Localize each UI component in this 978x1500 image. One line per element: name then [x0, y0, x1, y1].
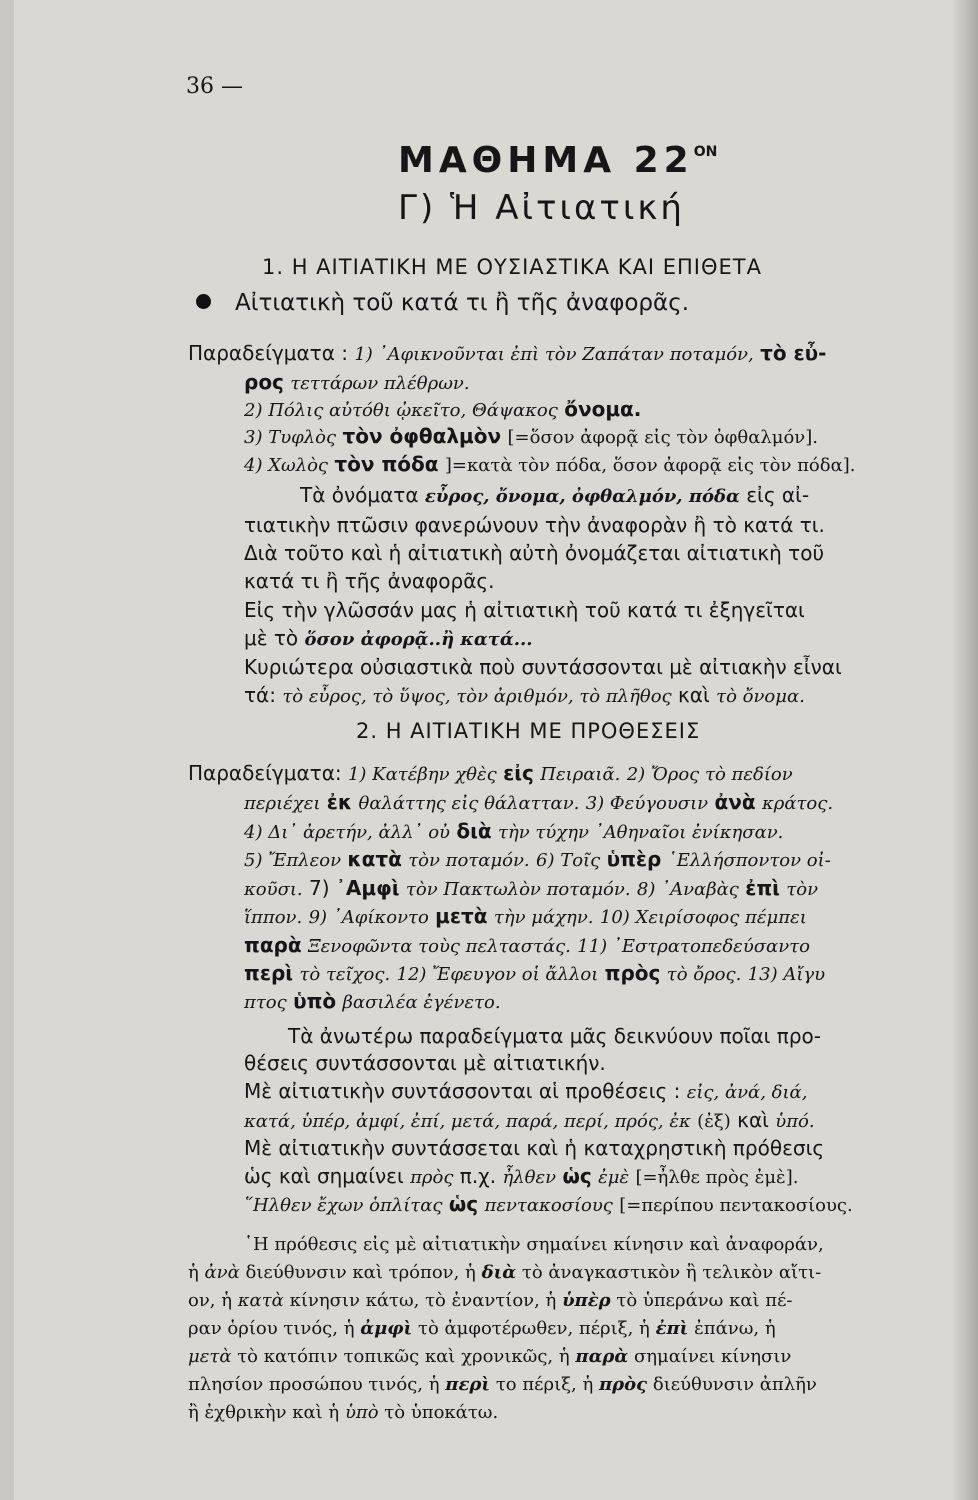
example-text: ῾Ελλήσποντον οἰ- [667, 850, 831, 871]
bullet-text: Αἰτιατικὴ τοῦ κατά τι ἢ τῆς ἀναφορᾶς. [235, 290, 690, 316]
lesson-title [398, 130, 717, 183]
s2-example-line [244, 903, 807, 931]
example-text: 13) Αἴγυ [747, 964, 826, 985]
example-text: εἰς, ἀνά, διά, [686, 1082, 808, 1103]
preposition-highlight: ἐκ [326, 790, 353, 814]
example-text: εὖρος, ὄνομα, ὀφθαλμόν, πόδα [424, 486, 740, 507]
section-1-heading: 1. Η ΑΙΤΙΑΤΙΚΗ ΜΕ ΟΥΣΙΑΣΤΙΚΑ ΚΑΙ ΕΠΙΘΕΤΑ [262, 255, 762, 279]
example-text: ἐμὲ [598, 1167, 630, 1188]
body-text: διεύθυνσιν καὶ τρόπον, ἡ [245, 1262, 476, 1283]
example-text: ὑπό. [775, 1111, 815, 1132]
example-text: ἀμφὶ [360, 1318, 413, 1339]
preposition-highlight: ὑπὸ [293, 989, 337, 1013]
s2-text-line: Τὰ ἀνωτέρω παραδείγματα μᾶς δεικνύουν ποῖαι προ- [288, 1024, 821, 1048]
example-text: περιέχει [244, 793, 321, 814]
example-text: βασιλέα ἐγένετο. [342, 992, 501, 1013]
example-text: τὸν ποταμόν. [408, 850, 530, 871]
s1-example-line [188, 340, 826, 368]
example-text: τὸ ὄνομα. [716, 686, 805, 707]
example-text: 11) ᾿Εστρατοπεδεύσαντο [577, 936, 810, 957]
example-text: περὶ [445, 1374, 491, 1395]
lesson-title-text: ΜΑΘΗΜΑ 22 [398, 140, 694, 181]
example-text: 1) ᾿Αφικνοῦνται ἐπὶ τὸν Ζαπάταν ποταμόν, [354, 344, 754, 365]
s2-example-line [244, 960, 825, 988]
s3-text-line [188, 1400, 498, 1426]
example-text: ἵππον. [244, 907, 303, 928]
example-text: τεττάρων πλέθρων. [290, 373, 470, 394]
body-text: Τὰ ὀνόματα [300, 483, 419, 507]
body-text: ραν ὁρίου τινός, ἡ [188, 1318, 355, 1339]
s2-example-line [244, 789, 833, 817]
lesson-title-superscript: ΟΝ [693, 144, 718, 160]
example-text: 4) Χωλὸς [244, 455, 329, 476]
body-text: εἰς αἰ- [746, 483, 810, 507]
example-text: 8) ᾿Αναβὰς [636, 879, 739, 900]
example-text: 1) Κατέβην χθὲς [347, 764, 497, 785]
example-text: 4) Δι᾿ ἀρετήν, ἀλλ᾿ οὐ [244, 822, 450, 843]
body-text: κίνησιν κάτω, τὸ ἐναντίον, ἡ [289, 1290, 557, 1311]
bullet-icon [196, 294, 211, 309]
example-text: 12) Ἔφευγον οἱ ἄλλοι [396, 964, 599, 985]
s2-text-line: θέσεις συντάσσονται μὲ αἰτιατικήν. [244, 1051, 606, 1075]
example-text: ὑπὲρ [562, 1290, 611, 1311]
s1-text-line: Διὰ τοῦτο καὶ ἡ αἰτιατικὴ αὐτὴ ὀνομάζεται αἰτιατικὴ τοῦ [244, 541, 825, 565]
example-text: διὰ [481, 1262, 517, 1283]
s3-text-line [188, 1344, 791, 1370]
example-text: κοῦσι. [244, 879, 303, 900]
example-text: 5) Ἔπλεον [244, 850, 342, 871]
example-text: πτος [244, 992, 287, 1013]
s1-example-line [244, 369, 470, 397]
example-text: τὸ τεῖχος. [299, 964, 391, 985]
body-text: το πέριξ, ἡ [495, 1374, 594, 1395]
body-text: τά: [244, 683, 276, 707]
s2-text-line [244, 1163, 798, 1191]
example-text: θαλάττης εἰς θάλατταν. [358, 793, 580, 814]
example-text: Ξενοφῶντα τοὺς πελταστάς. [307, 936, 571, 957]
example-gloss: (ἐξ) [697, 1111, 731, 1132]
preposition-highlight: ἐπὶ [745, 876, 780, 900]
preposition-highlight: κατὰ [347, 847, 402, 871]
example-gloss: [=ἦλθε πρὸς ἐμὲ]. [635, 1167, 799, 1188]
preposition-highlight: πρὸς [604, 961, 661, 985]
body-text: ἢ ἐχθρικὴν καὶ ἡ [188, 1402, 340, 1423]
body-text: διεύθυνσιν ἀπλῆν [652, 1374, 817, 1395]
examples-label: Παραδείγματα : [188, 341, 348, 365]
s3-text-line [188, 1316, 776, 1342]
s2-text-line: Μὲ αἰτιατικὴν συντάσσεται καὶ ἡ καταχρηστικὴ πρόθεσις [244, 1136, 825, 1160]
preposition-highlight: παρὰ [244, 933, 302, 957]
s3-text-line: ῾Η πρόθεσις εἰς μὲ αἰτιατικὴν σημαίνει κίνησιν καὶ ἀναφοράν, [244, 1234, 824, 1255]
body-text: καὶ [737, 1108, 769, 1132]
s2-text-line [244, 1078, 807, 1106]
body-text: π.χ. [459, 1164, 497, 1188]
example-gloss: [=περίπου πεντακοσίους. [619, 1195, 853, 1216]
body-text: τὸ ὑπεράνω καὶ πέ- [616, 1290, 793, 1311]
s1-example-line [244, 396, 641, 424]
example-text: παρὰ [575, 1346, 629, 1367]
s1-text-line: Εἰς τὴν γλῶσσάν μας ἡ αἰτιατικὴ τοῦ κατά τι ἐξηγεῖται [244, 598, 805, 622]
example-text: πρὸς [410, 1167, 454, 1188]
s3-text-line [188, 1288, 793, 1314]
example-text: πεντακοσίους [484, 1195, 613, 1216]
example-text: 3) Φεύγουσιν [585, 793, 709, 814]
body-text: ἐπάνω, ἡ [694, 1318, 776, 1339]
preposition-highlight: περὶ [244, 961, 294, 985]
example-gloss: [=ὅσον ἀφορᾷ εἰς τὸν ὀφθαλμόν]. [507, 427, 818, 448]
example-text: 3) Τυφλὸς [244, 427, 337, 448]
highlighted-word: τὸν πόδα [334, 452, 439, 476]
section-1-bullet-heading [196, 290, 689, 316]
preposition-highlight: ὡς [562, 1164, 592, 1188]
body-text: τὸ ἀναγκαστικὸν ἢ τελικὸν αἴτι- [521, 1262, 822, 1283]
page-number: 36 — [186, 74, 243, 99]
preposition-highlight: διὰ [456, 819, 492, 843]
body-text: ὡς καὶ σημαίνει [244, 1164, 404, 1188]
example-text: κράτος. [761, 793, 834, 814]
examples-label: Παραδείγματα: [188, 761, 342, 785]
example-gloss: ]=κατὰ τὸν πόδα, ὅσον ἀφορᾷ εἰς τὸν πόδα]. [444, 455, 856, 476]
highlighted-word: τὸν ὀφθαλμὸν [342, 424, 502, 448]
example-text: ῞Ηλθεν ἔχων ὁπλίτας [244, 1195, 443, 1216]
body-text: Μὲ αἰτιατικὴν συντάσσονται αἱ προθέσεις : [244, 1079, 681, 1103]
example-number: 7) [309, 876, 330, 900]
s1-example-line [244, 451, 856, 479]
s2-example-line [244, 932, 810, 960]
example-text: ὅσον ἀφορᾷ..ἢ κατά... [304, 629, 533, 650]
body-text: πλησίον προσώπου τινός, ἡ [188, 1374, 440, 1395]
example-text: 2) Πόλις αὐτόθι ᾠκεῖτο, Θάψακος [244, 400, 558, 421]
s2-example-line [244, 875, 818, 903]
s1-text-line [244, 625, 533, 653]
s1-text-line: κατά τι ἢ τῆς ἀναφορᾶς. [244, 569, 495, 593]
preposition-highlight: εἰς [503, 761, 534, 785]
s1-text-line: Κυριώτερα οὐσιαστικὰ ποὺ συντάσσονται μὲ αἰτιακὴν εἶναι [244, 655, 842, 679]
s2-example-line [244, 846, 831, 874]
example-text: τὴν μάχην. [493, 907, 594, 928]
section-2-heading: 2. Η ΑΙΤΙΑΤΙΚΗ ΜΕ ΠΡΟΘΕΣΕΙΣ [356, 719, 701, 743]
body-text: τὸ κατόπιν τοπικῶς καὶ χρονικῶς, ἡ [237, 1346, 570, 1367]
s1-text-line: τιατικὴν πτῶσιν φανερώνουν τὴν ἀναφορὰν ἢ τὸ κατά τι. [244, 513, 825, 537]
example-text: ἐπὶ [655, 1318, 689, 1339]
body-text: σημαίνει κίνησιν [633, 1346, 792, 1367]
body-text: τὸ ἀμφοτέρωθεν, πέριξ, ἡ [417, 1318, 650, 1339]
s1-text-line [300, 482, 809, 510]
body-text: τὸ ὑποκάτω. [384, 1402, 499, 1423]
s2-example-line [244, 988, 501, 1016]
preposition-highlight: ὑπὲρ [606, 847, 662, 871]
s1-text-line [244, 682, 805, 710]
preposition-highlight: ἀνὰ [714, 790, 756, 814]
preposition-highlight: ὡς [448, 1192, 479, 1216]
body-text: καὶ [678, 683, 710, 707]
body-text: μὲ τὸ [244, 626, 299, 650]
highlighted-word: τὸ εὖ- [760, 341, 827, 365]
example-text: 9) ᾿Αφίκοντο [308, 907, 429, 928]
example-text: τὸν [786, 879, 819, 900]
example-text: τὸ ὄρος. [666, 964, 742, 985]
example-text: κατά, ὑπέρ, ἀμφί, ἐπί, μετά, παρά, περί, πρός, ἐκ [244, 1111, 691, 1132]
s2-text-line [244, 1107, 815, 1135]
example-text: ἀνὰ [204, 1262, 240, 1283]
example-text: πρὸς [599, 1374, 648, 1395]
example-text: τὸ εὖρος, τὸ ὕψος, τὸν ἀριθμόν, τὸ πλῆθος [282, 686, 672, 707]
s2-example-line [188, 760, 793, 788]
example-text: τὴν τύχην ᾿Αθηναῖοι ἐνίκησαν. [497, 822, 784, 843]
preposition-highlight: ᾿Αμφὶ [335, 876, 400, 900]
highlighted-word: ὄνομα. [564, 397, 642, 421]
example-text: τὸν Πακτωλὸν ποταμόν. [405, 879, 631, 900]
s2-text-line [244, 1191, 853, 1219]
body-text: ον, ἡ [188, 1290, 233, 1311]
preposition-highlight: μετὰ [435, 904, 488, 928]
example-text: 6) Τοῖς [536, 850, 601, 871]
example-text: κατὰ [237, 1290, 284, 1311]
example-text: 10) Χειρίσοφος πέμπει [599, 907, 807, 928]
s2-example-line [244, 818, 783, 846]
s3-text-line [188, 1260, 821, 1286]
example-text: 2) Ὄρος τὸ πεδίον [626, 764, 793, 785]
s1-example-line [244, 423, 818, 451]
example-text: Πειραιᾶ. [540, 764, 621, 785]
example-text: μετὰ [188, 1346, 232, 1367]
highlighted-word: ρος [244, 370, 284, 394]
example-text: ἦλθεν [502, 1167, 557, 1188]
s3-text-line [188, 1372, 817, 1398]
lesson-subtitle: Γ) Ἡ Αἰτιατική [398, 188, 685, 228]
body-text: ἡ [188, 1262, 199, 1283]
example-text: ὑπὸ [344, 1402, 379, 1423]
